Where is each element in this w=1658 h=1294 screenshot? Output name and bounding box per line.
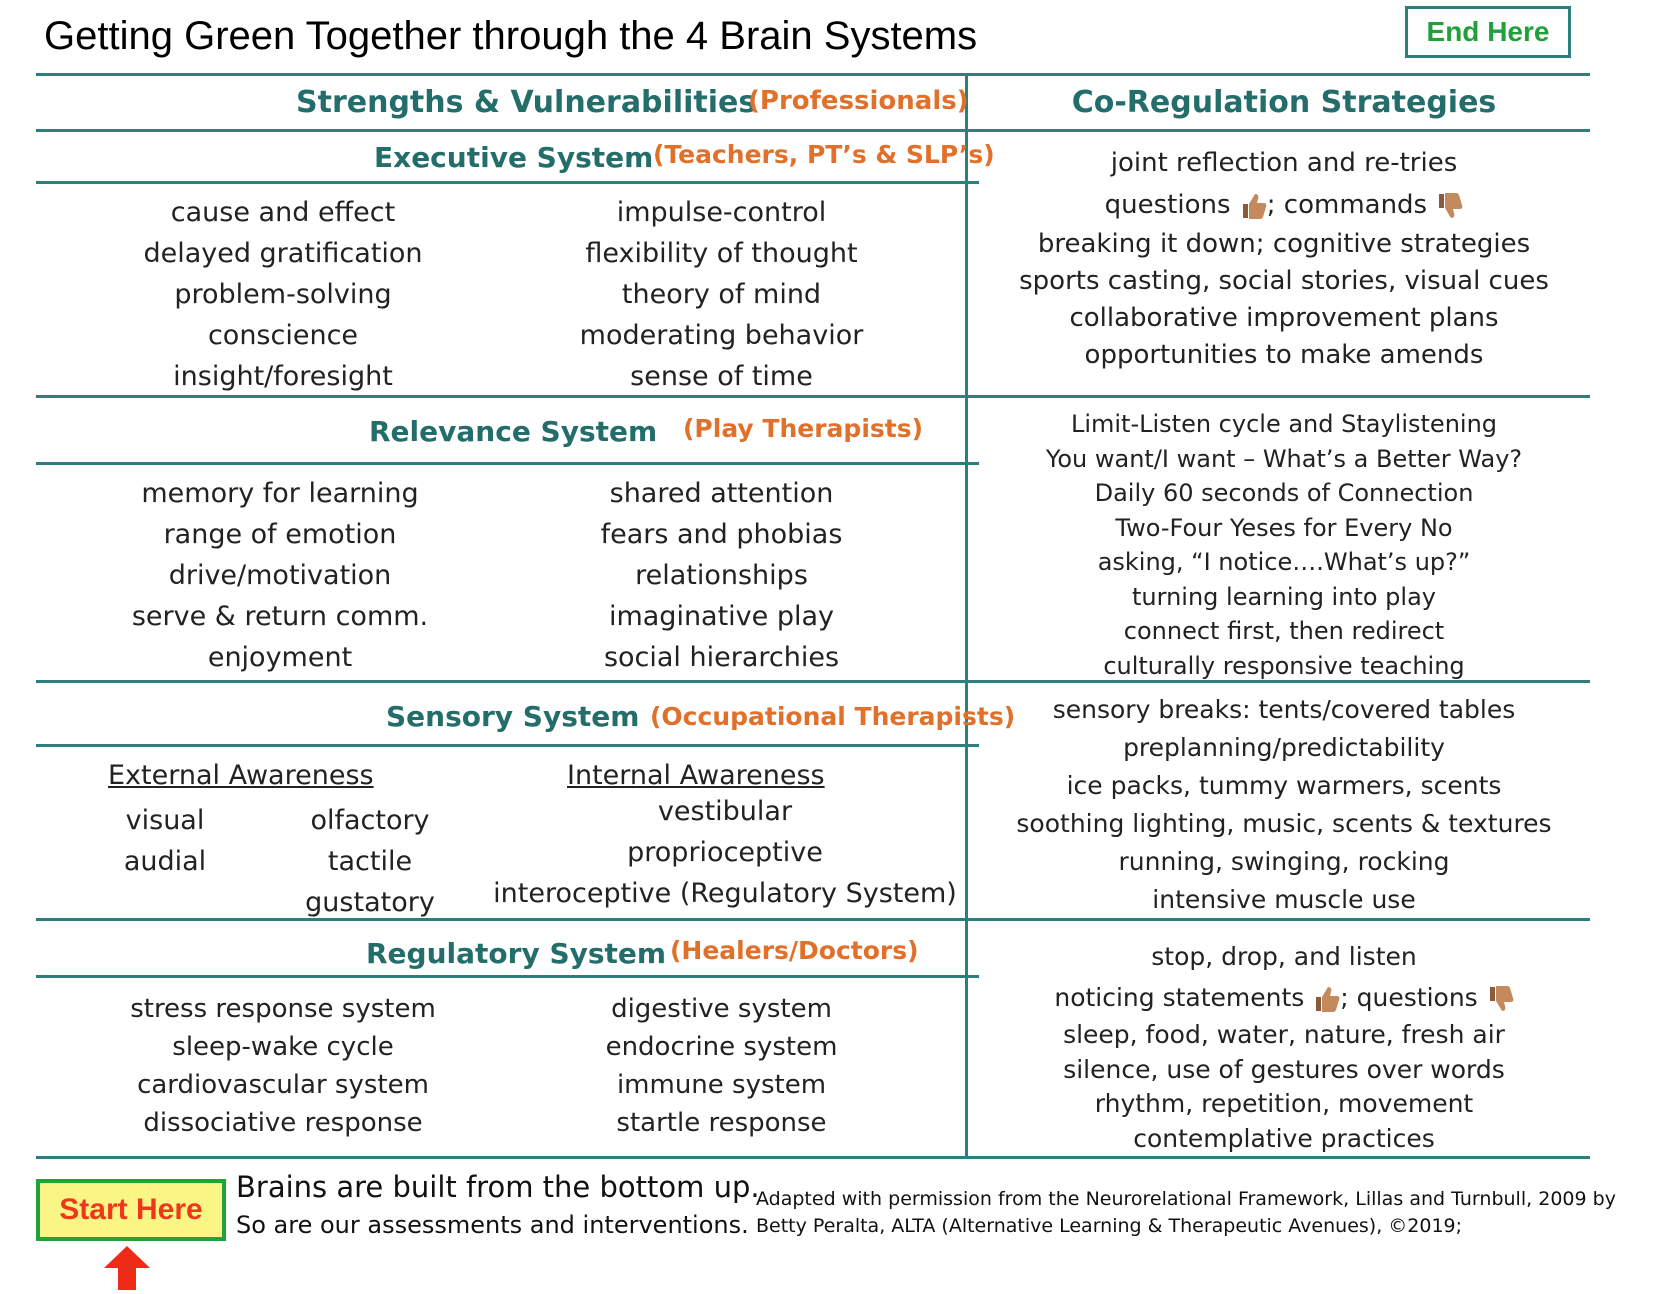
up-arrow-icon	[100, 1244, 154, 1292]
strategy-item	[978, 184, 1590, 226]
executive-role: (Teachers, PT’s & SLP’s)	[653, 140, 995, 169]
strategy-item	[978, 978, 1590, 1018]
list-item: vestibular	[657, 796, 793, 827]
list-item: social hierarchies	[603, 642, 840, 673]
page-title: Getting Green Together through the 4 Brain Systems	[44, 14, 978, 58]
executive-strategies	[978, 142, 1590, 374]
strategy-item: opportunities to make amends	[1084, 340, 1484, 370]
list-item: drive/motivation	[168, 560, 392, 591]
thumbs-up-icon	[1239, 191, 1267, 221]
strategy-item: breaking it down; cognitive strategies	[1037, 229, 1531, 259]
strategy-item: ice packs, tummy warmers, scents	[1066, 771, 1502, 800]
strategy-item: collaborative improvement plans	[1069, 303, 1499, 333]
internal-awareness-title: Internal Awareness	[567, 760, 825, 791]
list-item: delayed gratification	[143, 238, 423, 269]
regulatory-left-list	[80, 990, 486, 1142]
strategy-text: ; questions	[1340, 983, 1478, 1012]
list-item: gustatory	[305, 887, 435, 918]
divider	[36, 73, 1590, 76]
executive-left-list	[80, 192, 486, 397]
relevance-strategies	[978, 407, 1590, 683]
strategy-item: sleep, food, water, nature, fresh air	[1063, 1020, 1505, 1049]
list-item: tactile	[327, 846, 413, 877]
list-item: shared attention	[609, 478, 834, 509]
list-item: visual	[125, 805, 205, 836]
internal-list	[480, 791, 970, 914]
relevance-system-header: Relevance System	[369, 415, 658, 448]
thumbs-up-icon	[1312, 984, 1340, 1014]
external-awareness-title: External Awareness	[108, 760, 374, 791]
sensory-strategies	[978, 691, 1590, 919]
divider	[36, 129, 1590, 132]
list-item: range of emotion	[163, 519, 397, 550]
strategy-item: rhythm, repetition, movement	[1094, 1089, 1474, 1118]
strategy-item: preplanning/predictability	[1123, 733, 1445, 762]
regulatory-right-list	[540, 990, 903, 1142]
executive-right-list	[540, 192, 903, 397]
strategy-item: sports casting, social stories, visual cues	[1019, 266, 1549, 296]
strategy-item: Limit-Listen cycle and Staylistening	[1070, 410, 1498, 438]
list-item: memory for learning	[141, 478, 419, 509]
column-divider	[965, 73, 968, 1158]
regulatory-system-header: Regulatory System	[366, 937, 667, 970]
strategy-item: culturally responsive teaching	[1103, 651, 1465, 680]
list-item: impulse-control	[616, 197, 827, 228]
list-item: conscience	[207, 320, 359, 351]
regulatory-role: (Healers/Doctors)	[670, 936, 919, 965]
strategy-item: contemplative practices	[1133, 1123, 1435, 1153]
list-item: cause and effect	[170, 197, 396, 228]
list-item: interoceptive (Regulatory System)	[493, 878, 957, 909]
sensory-system-header: Sensory System	[386, 700, 640, 733]
list-item: enjoyment	[207, 642, 353, 673]
strategy-item: asking, “I notice….What’s up?”	[1097, 548, 1471, 576]
strategy-item: sensory breaks: tents/covered tables	[1052, 695, 1516, 724]
coregulation-header: Co-Regulation Strategies	[1071, 85, 1497, 120]
strategy-item: running, swinging, rocking	[1118, 847, 1450, 876]
list-item: problem-solving	[174, 279, 392, 310]
strategy-item: silence, use of gestures over words	[1063, 1054, 1505, 1084]
strategy-item: You want/I want – What’s a Better Way?	[1045, 444, 1523, 473]
list-item: stress response system	[130, 994, 436, 1024]
list-item: digestive system	[611, 994, 832, 1024]
list-item: flexibility of thought	[585, 238, 858, 269]
list-item: serve & return comm.	[131, 601, 429, 632]
list-item: olfactory	[310, 805, 430, 836]
strategy-item: stop, drop, and listen	[1151, 942, 1417, 971]
list-item: endocrine system	[605, 1032, 838, 1062]
external-list-b	[290, 800, 450, 923]
strategy-text: noticing statements	[1054, 983, 1305, 1012]
relevance-left-list	[80, 473, 480, 678]
executive-system-header: Executive System	[374, 141, 654, 174]
thumbs-down-icon	[1486, 984, 1514, 1014]
sensory-role: (Occupational Therapists)	[650, 702, 1016, 731]
footer-line-2: So are our assessments and interventions.	[236, 1211, 749, 1239]
relevance-role: (Play Therapists)	[683, 414, 924, 443]
footer-line-1: Brains are built from the bottom up.	[236, 1170, 760, 1204]
strengths-header: Strengths & Vulnerabilities	[296, 85, 757, 120]
list-item: audial	[123, 846, 207, 877]
list-item: insight/foresight	[173, 361, 393, 392]
list-item: cardiovascular system	[137, 1070, 429, 1100]
strategy-item: Daily 60 seconds of Connection	[1094, 479, 1474, 507]
list-item: immune system	[616, 1070, 827, 1100]
professionals-label: (Professionals)	[748, 86, 969, 116]
strategy-text: questions	[1104, 190, 1231, 220]
divider	[36, 744, 979, 747]
end-here-button[interactable]: End Here	[1405, 6, 1571, 58]
strategy-item: soothing lighting, music, scents & textures	[1016, 809, 1552, 838]
credit-note: Adapted with permission from the Neurorelational Framework, Lillas and Turnbull, 2009 by Betty Peralta, ALTA (Alternative Learning & Therapeutic Avenues), ©2019;	[756, 1188, 1616, 1237]
list-item: fears and phobias	[600, 519, 843, 550]
strategy-item: connect first, then redirect	[1123, 617, 1445, 645]
start-here-button[interactable]: Start Here	[36, 1179, 226, 1241]
strategy-item: Two-Four Yeses for Every No	[1115, 513, 1453, 542]
list-item: startle response	[616, 1108, 827, 1138]
external-list-a	[100, 800, 230, 882]
list-item: sense of time	[630, 361, 813, 392]
strategy-text: ; commands	[1266, 190, 1428, 220]
thumbs-down-icon	[1435, 191, 1463, 221]
list-item: theory of mind	[621, 279, 822, 310]
relevance-right-list	[540, 473, 903, 678]
divider	[36, 1156, 1590, 1159]
regulatory-strategies	[978, 936, 1590, 1156]
strategy-item: joint reflection and re-tries	[1110, 148, 1458, 178]
divider	[36, 462, 979, 465]
strategy-item: intensive muscle use	[1152, 885, 1416, 914]
list-item: sleep-wake cycle	[172, 1032, 394, 1062]
strategy-item: turning learning into play	[1132, 582, 1436, 611]
list-item: proprioceptive	[627, 837, 823, 868]
list-item: moderating behavior	[579, 320, 864, 351]
list-item: relationships	[635, 560, 808, 591]
list-item: dissociative response	[143, 1108, 423, 1138]
divider	[36, 181, 979, 184]
divider	[36, 975, 979, 978]
list-item: imaginative play	[608, 601, 835, 632]
